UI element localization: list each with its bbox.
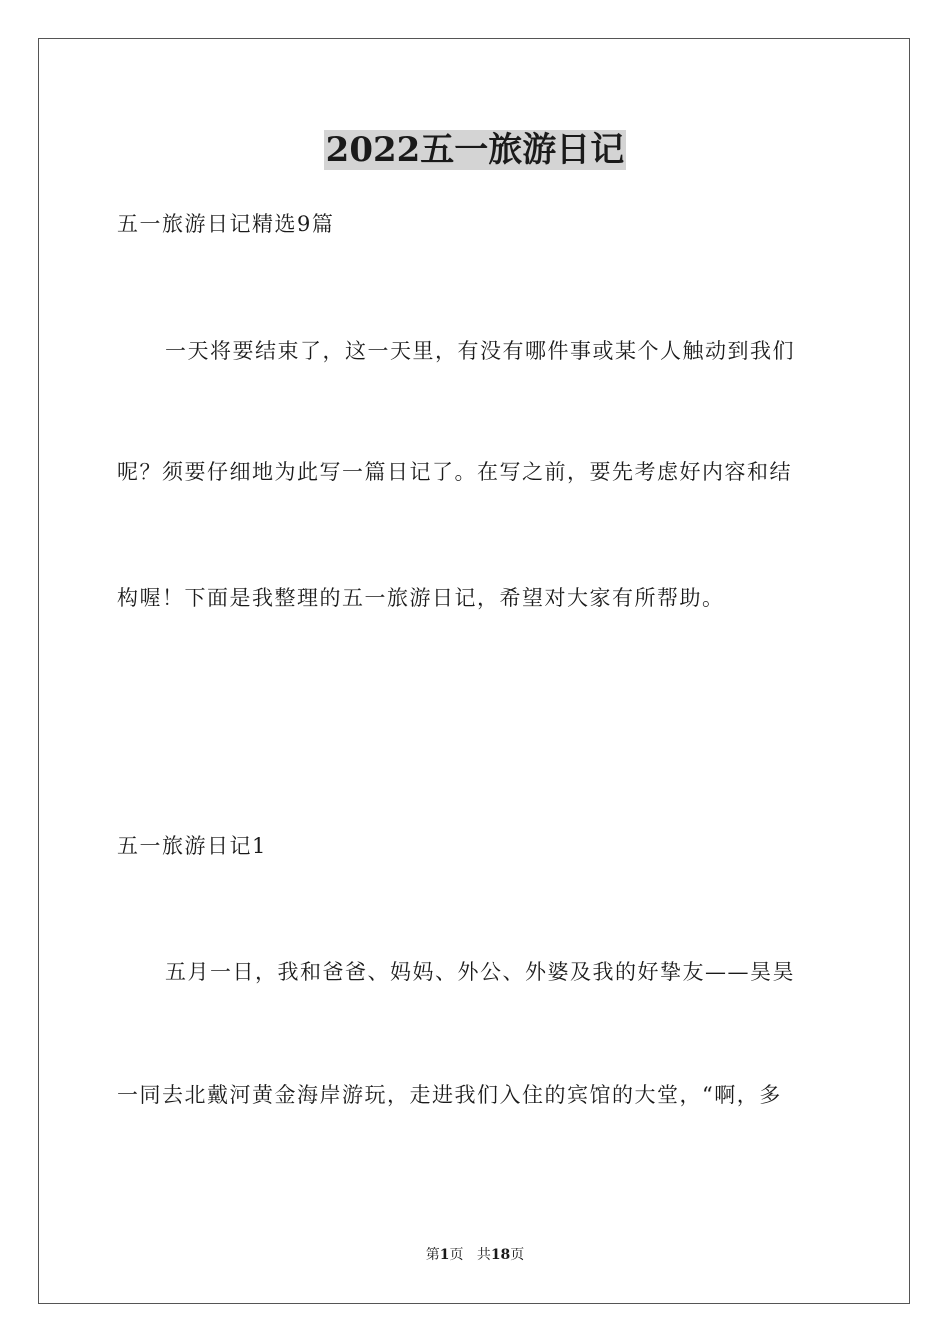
- document-title: [0, 128, 950, 172]
- document-title-text: 2022五一旅游日记: [325, 130, 625, 170]
- footer-page-prefix: 第: [425, 1247, 440, 1263]
- intro-line-2: 呢？须要仔细地为此写一篇日记了。在写之前，要先考虑好内容和结: [117, 460, 792, 484]
- footer-total-unit: 页: [510, 1247, 525, 1263]
- section-line-1: 五月一日，我和爸爸、妈妈、外公、外婆及我的好挚友——昊昊: [165, 960, 795, 984]
- footer-page-current: 1: [439, 1247, 450, 1263]
- footer-total-prefix: 共: [476, 1247, 491, 1263]
- intro-line-3: 构喔！下面是我整理的五一旅游日记，希望对大家有所帮助。: [117, 586, 725, 610]
- intro-line-1: 一天将要结束了，这一天里，有没有哪件事或某个人触动到我们: [165, 339, 795, 363]
- section-line-2: 一同去北戴河黄金海岸游玩，走进我们入住的宾馆的大堂，“啊，多: [117, 1083, 782, 1107]
- footer-page-unit: 页: [449, 1247, 464, 1263]
- page-footer: [0, 1245, 950, 1265]
- section-heading: 五一旅游日记1: [117, 834, 267, 858]
- footer-page-total: 18: [490, 1247, 511, 1263]
- document-subtitle: 五一旅游日记精选9篇: [117, 212, 335, 236]
